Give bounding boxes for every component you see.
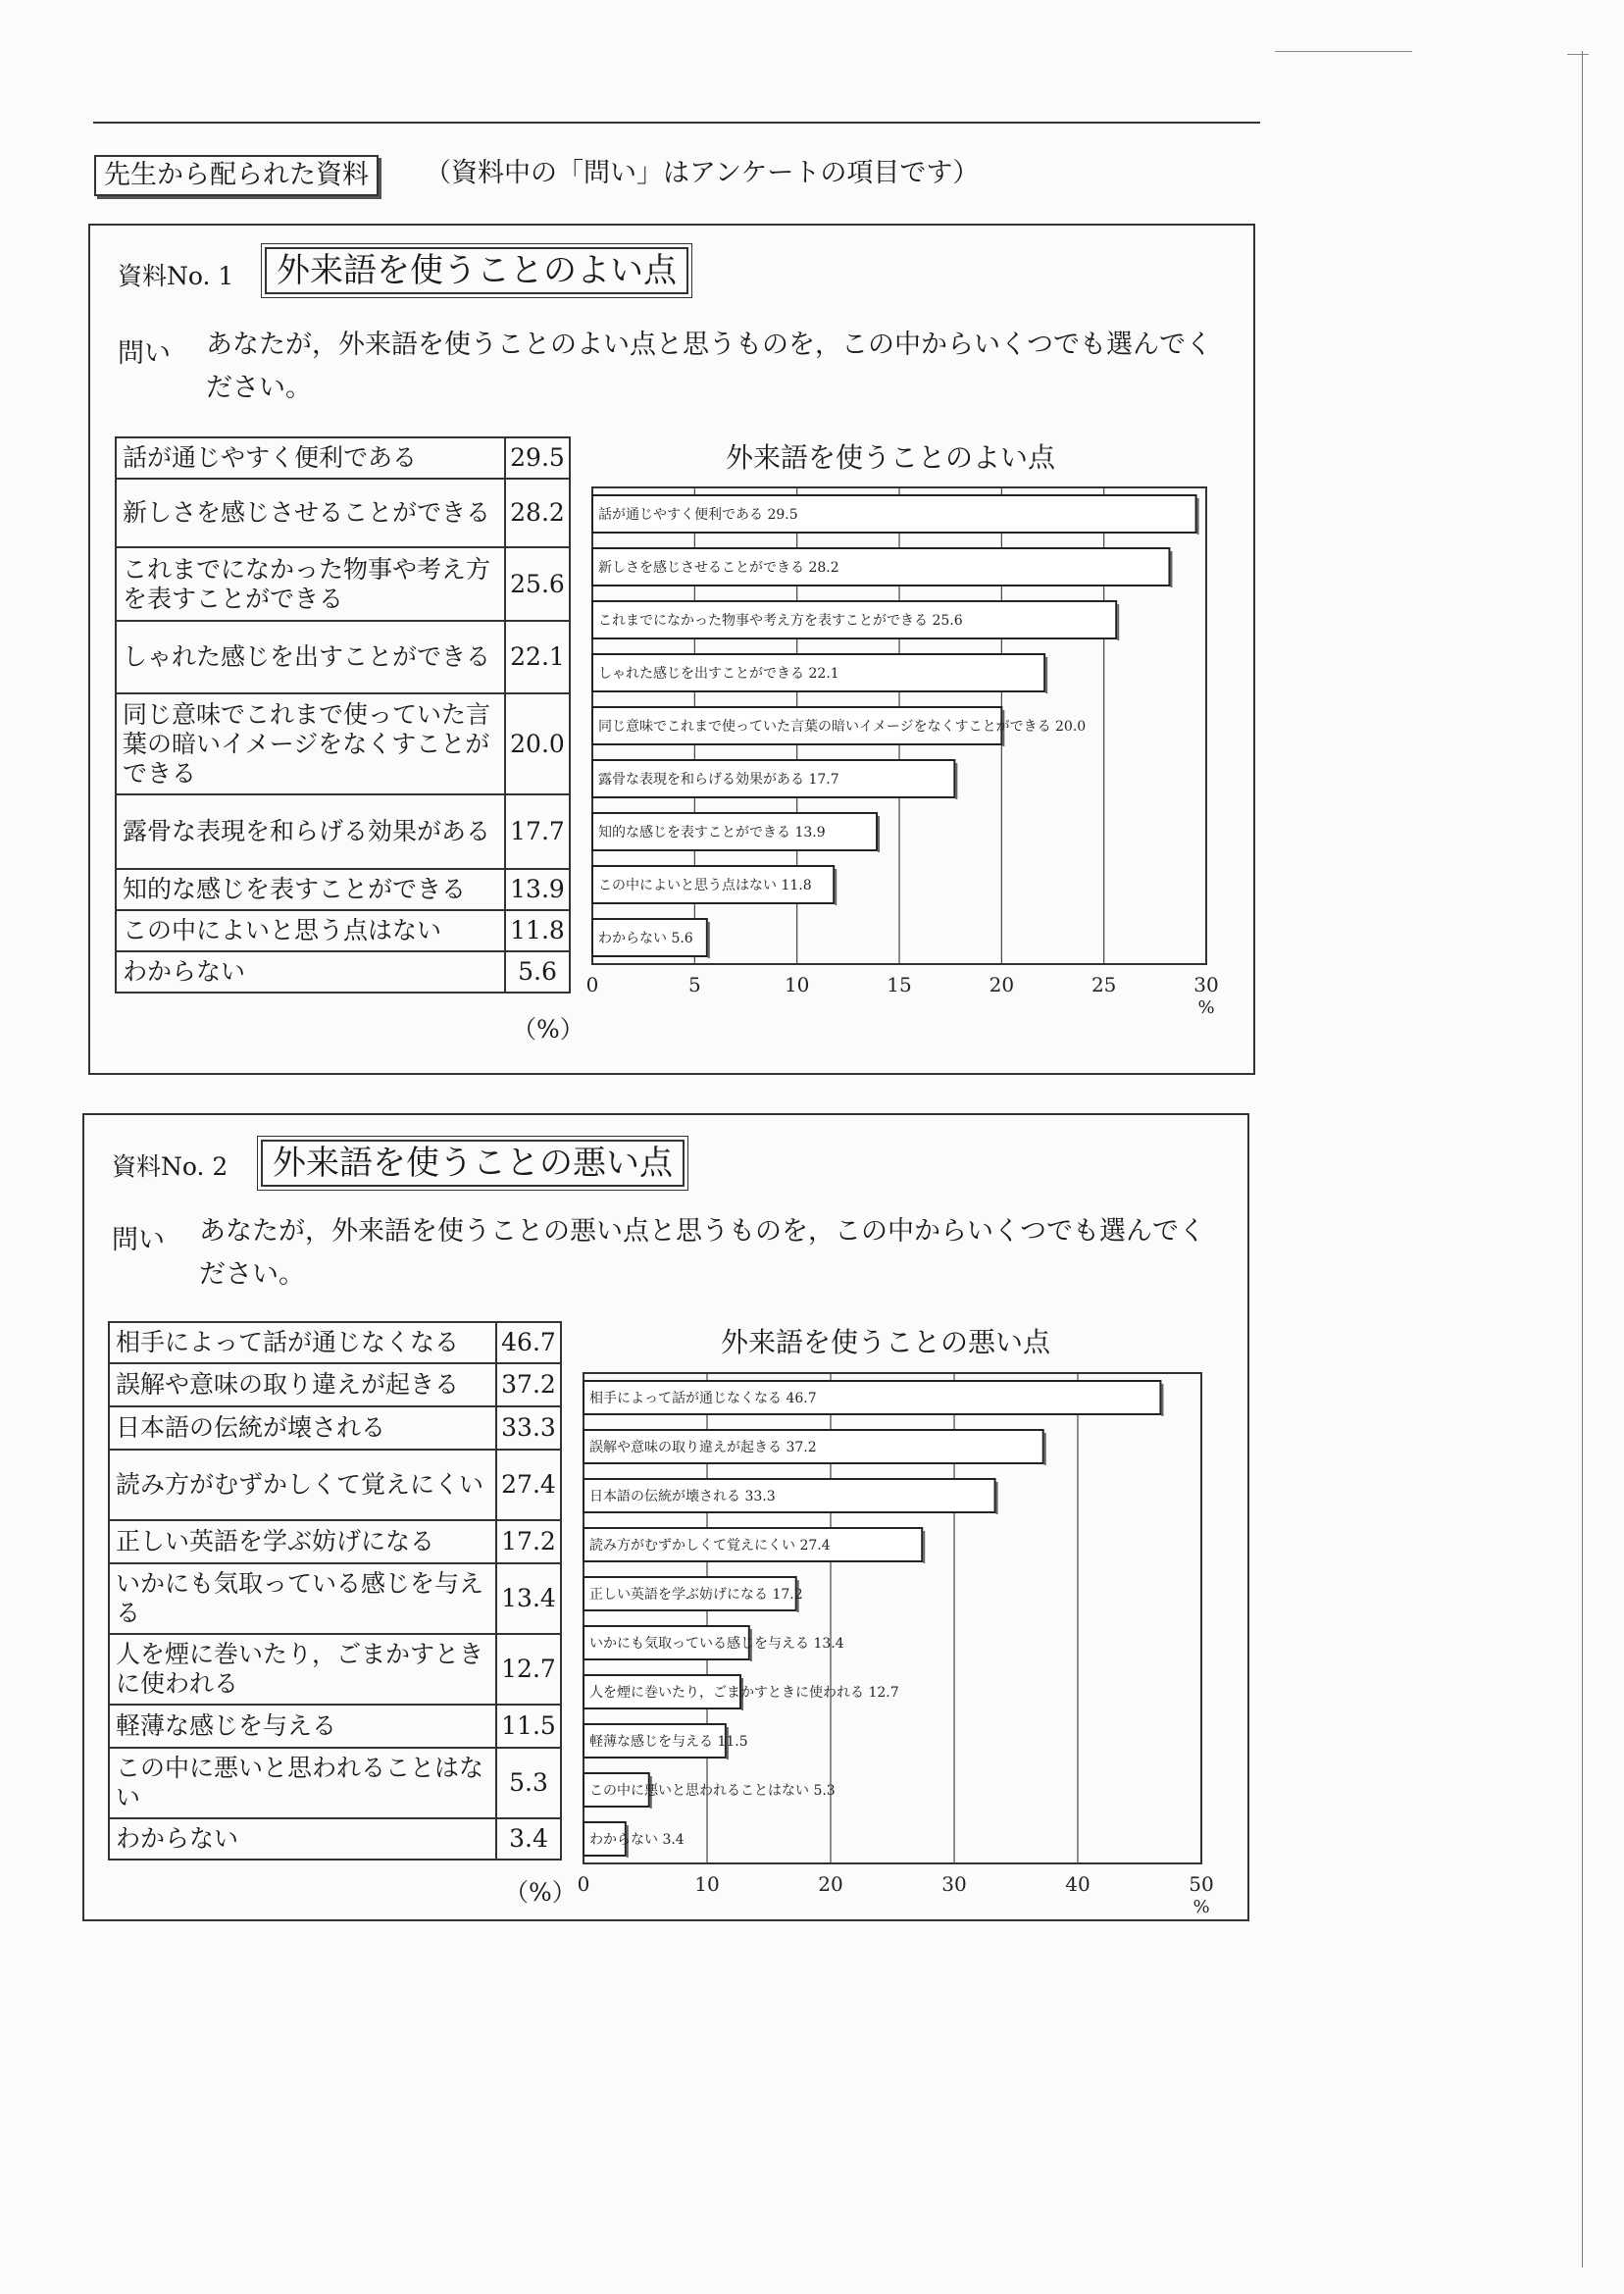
- bar-data-label: 読み方がむずかしくて覚えにくい 27.4: [589, 1538, 831, 1554]
- x-tick-label: 40: [1065, 1872, 1091, 1896]
- bar-data-label: 相手によって話が通じなくなる 46.7: [589, 1391, 817, 1406]
- row-value: 27.4: [496, 1450, 561, 1520]
- table-row: [109, 1406, 561, 1450]
- material-title: 外来語を使うことのよい点: [265, 247, 688, 294]
- question-text: あなたが，外来語を使うことの悪い点と思うものを，この中からいくつでも選んでください。: [199, 1216, 1205, 1290]
- row-label: 日本語の伝統が壊される: [109, 1406, 496, 1450]
- x-tick-label: 30: [941, 1872, 967, 1896]
- table-row: [109, 1818, 561, 1860]
- bar-data-label: この中に悪いと思われることはない 5.3: [589, 1783, 836, 1799]
- handout-label: 先生から配られた資料: [94, 155, 379, 196]
- row-label: 同じ意味でこれまで使っていた言葉の暗いイメージをなくすことができる: [116, 693, 505, 794]
- row-value: 13.9: [505, 869, 570, 910]
- row-label: 軽薄な感じを与える: [109, 1705, 496, 1748]
- row-label: しゃれた感じを出すことができる: [116, 621, 505, 693]
- row-value: 12.7: [496, 1634, 561, 1705]
- row-label: 誤解や意味の取り違えが起きる: [109, 1363, 496, 1406]
- row-label: 正しい英語を学ぶ妨げになる: [109, 1520, 496, 1563]
- row-label: この中によいと思う点はない: [116, 910, 505, 951]
- x-tick-label: 20: [989, 973, 1015, 996]
- table-row: [109, 1705, 561, 1748]
- row-value: 33.3: [496, 1406, 561, 1450]
- table-row: [116, 437, 570, 479]
- material-title: 外来語を使うことの悪い点: [261, 1140, 685, 1187]
- table-row: [116, 794, 570, 869]
- table-row: [109, 1450, 561, 1520]
- table-row: [109, 1520, 561, 1563]
- percent-unit-label: （%）: [504, 1878, 577, 1907]
- chart-title: 外来語を使うことのよい点: [726, 441, 1056, 474]
- table-row: [116, 621, 570, 693]
- bar-data-label: しゃれた感じを出すことができる 22.1: [598, 666, 839, 682]
- row-label: 露骨な表現を和らげる効果がある: [116, 794, 505, 869]
- x-tick-label: 10: [784, 973, 810, 996]
- bar-data-label: 知的な感じを表すことができる 13.9: [598, 825, 826, 841]
- x-tick-label: 0: [585, 973, 599, 996]
- table-row: [116, 693, 570, 794]
- row-label: これまでになかった物事や考え方を表すことができる: [116, 547, 505, 621]
- x-tick-label: 25: [1091, 973, 1117, 996]
- bar-data-label: いかにも気取っている感じを与える 13.4: [589, 1636, 844, 1652]
- row-value: 17.2: [496, 1520, 561, 1563]
- x-tick-label: 10: [694, 1872, 720, 1896]
- question-label: 問い: [118, 338, 171, 369]
- x-tick-label: 20: [818, 1872, 843, 1896]
- x-unit-label: %: [1193, 1897, 1210, 1917]
- percent-unit-label: （%）: [512, 1015, 584, 1044]
- row-value: 5.6: [505, 951, 570, 993]
- row-label: この中に悪いと思われることはない: [109, 1748, 496, 1818]
- bar-data-label: 軽薄な感じを与える 11.5: [589, 1734, 748, 1750]
- question-text: あなたが，外来語を使うことのよい点と思うものを，この中からいくつでも選んでください。: [206, 330, 1212, 403]
- bar-data-label: この中によいと思う点はない 11.8: [598, 878, 812, 893]
- x-tick-label: 5: [687, 973, 701, 996]
- row-label: 新しさを感じさせることができる: [116, 479, 505, 547]
- row-value: 3.4: [496, 1818, 561, 1860]
- bar-data-label: わからない 5.6: [598, 931, 693, 946]
- data-table-2: [108, 1321, 562, 1861]
- row-value: 22.1: [505, 621, 570, 693]
- row-label: わからない: [116, 951, 505, 993]
- x-unit-label: %: [1197, 997, 1215, 1018]
- row-value: 11.8: [505, 910, 570, 951]
- row-label: 話が通じやすく便利である: [116, 437, 505, 479]
- bar-chart-2: [574, 1363, 1241, 1917]
- row-value: 37.2: [496, 1363, 561, 1406]
- bar-data-label: 同じ意味でこれまで使っていた言葉の暗いイメージをなくすことができる 20.0: [598, 719, 1087, 735]
- x-tick-label: 15: [887, 973, 912, 996]
- material-number: 資料No. 2: [112, 1152, 228, 1181]
- table-row: [109, 1563, 561, 1634]
- table-row: [116, 869, 570, 910]
- bar-data-label: わからない 3.4: [589, 1832, 685, 1848]
- bar-data-label: 露骨な表現を和らげる効果がある 17.7: [598, 772, 839, 788]
- row-label: 読み方がむずかしくて覚えにくい: [109, 1450, 496, 1520]
- material-number: 資料No. 1: [118, 262, 234, 290]
- row-value: 11.5: [496, 1705, 561, 1748]
- header-rule: [93, 122, 1260, 124]
- table-row: [116, 951, 570, 993]
- table-row: [109, 1634, 561, 1705]
- row-value: 5.3: [496, 1748, 561, 1818]
- page-edge-line: [1582, 51, 1583, 2268]
- row-value: 17.7: [505, 794, 570, 869]
- row-label: 相手によって話が通じなくなる: [109, 1322, 496, 1363]
- row-value: 29.5: [505, 437, 570, 479]
- row-value: 20.0: [505, 693, 570, 794]
- table-row: [109, 1322, 561, 1363]
- bar-data-label: 正しい英語を学ぶ妨げになる 17.2: [589, 1587, 803, 1603]
- bar-data-label: 誤解や意味の取り違えが起きる 37.2: [589, 1440, 817, 1455]
- bar-chart-1: [579, 476, 1245, 1035]
- row-label: 人を煙に巻いたり，ごまかすときに使われる: [109, 1634, 496, 1705]
- bar-data-label: 人を煙に巻いたり，ごまかすときに使われる 12.7: [589, 1685, 899, 1701]
- scan-edge-mark: [1567, 54, 1589, 55]
- row-value: 25.6: [505, 547, 570, 621]
- table-row: [109, 1748, 561, 1818]
- x-tick-label: 30: [1193, 973, 1219, 996]
- table-row: [116, 910, 570, 951]
- chart-title: 外来語を使うことの悪い点: [721, 1326, 1051, 1358]
- table-row: [109, 1363, 561, 1406]
- data-table-1: [115, 436, 571, 994]
- bar-data-label: これまでになかった物事や考え方を表すことができる 25.6: [598, 613, 963, 629]
- row-label: 知的な感じを表すことができる: [116, 869, 505, 910]
- row-value: 46.7: [496, 1322, 561, 1363]
- handout-note: （資料中の「問い」はアンケートの項目です）: [425, 158, 980, 188]
- row-label: いかにも気取っている感じを与える: [109, 1563, 496, 1634]
- x-tick-label: 50: [1189, 1872, 1214, 1896]
- table-row: [116, 479, 570, 547]
- row-label: わからない: [109, 1818, 496, 1860]
- table-row: [116, 547, 570, 621]
- row-value: 28.2: [505, 479, 570, 547]
- row-value: 13.4: [496, 1563, 561, 1634]
- question-label: 問い: [112, 1225, 165, 1255]
- bar-data-label: 日本語の伝統が壊される 33.3: [589, 1489, 776, 1504]
- scan-edge-mark: [1275, 51, 1412, 52]
- bar-data-label: 新しさを感じさせることができる 28.2: [598, 560, 839, 576]
- bar-data-label: 話が通じやすく便利である 29.5: [598, 507, 798, 523]
- x-tick-label: 0: [577, 1872, 590, 1896]
